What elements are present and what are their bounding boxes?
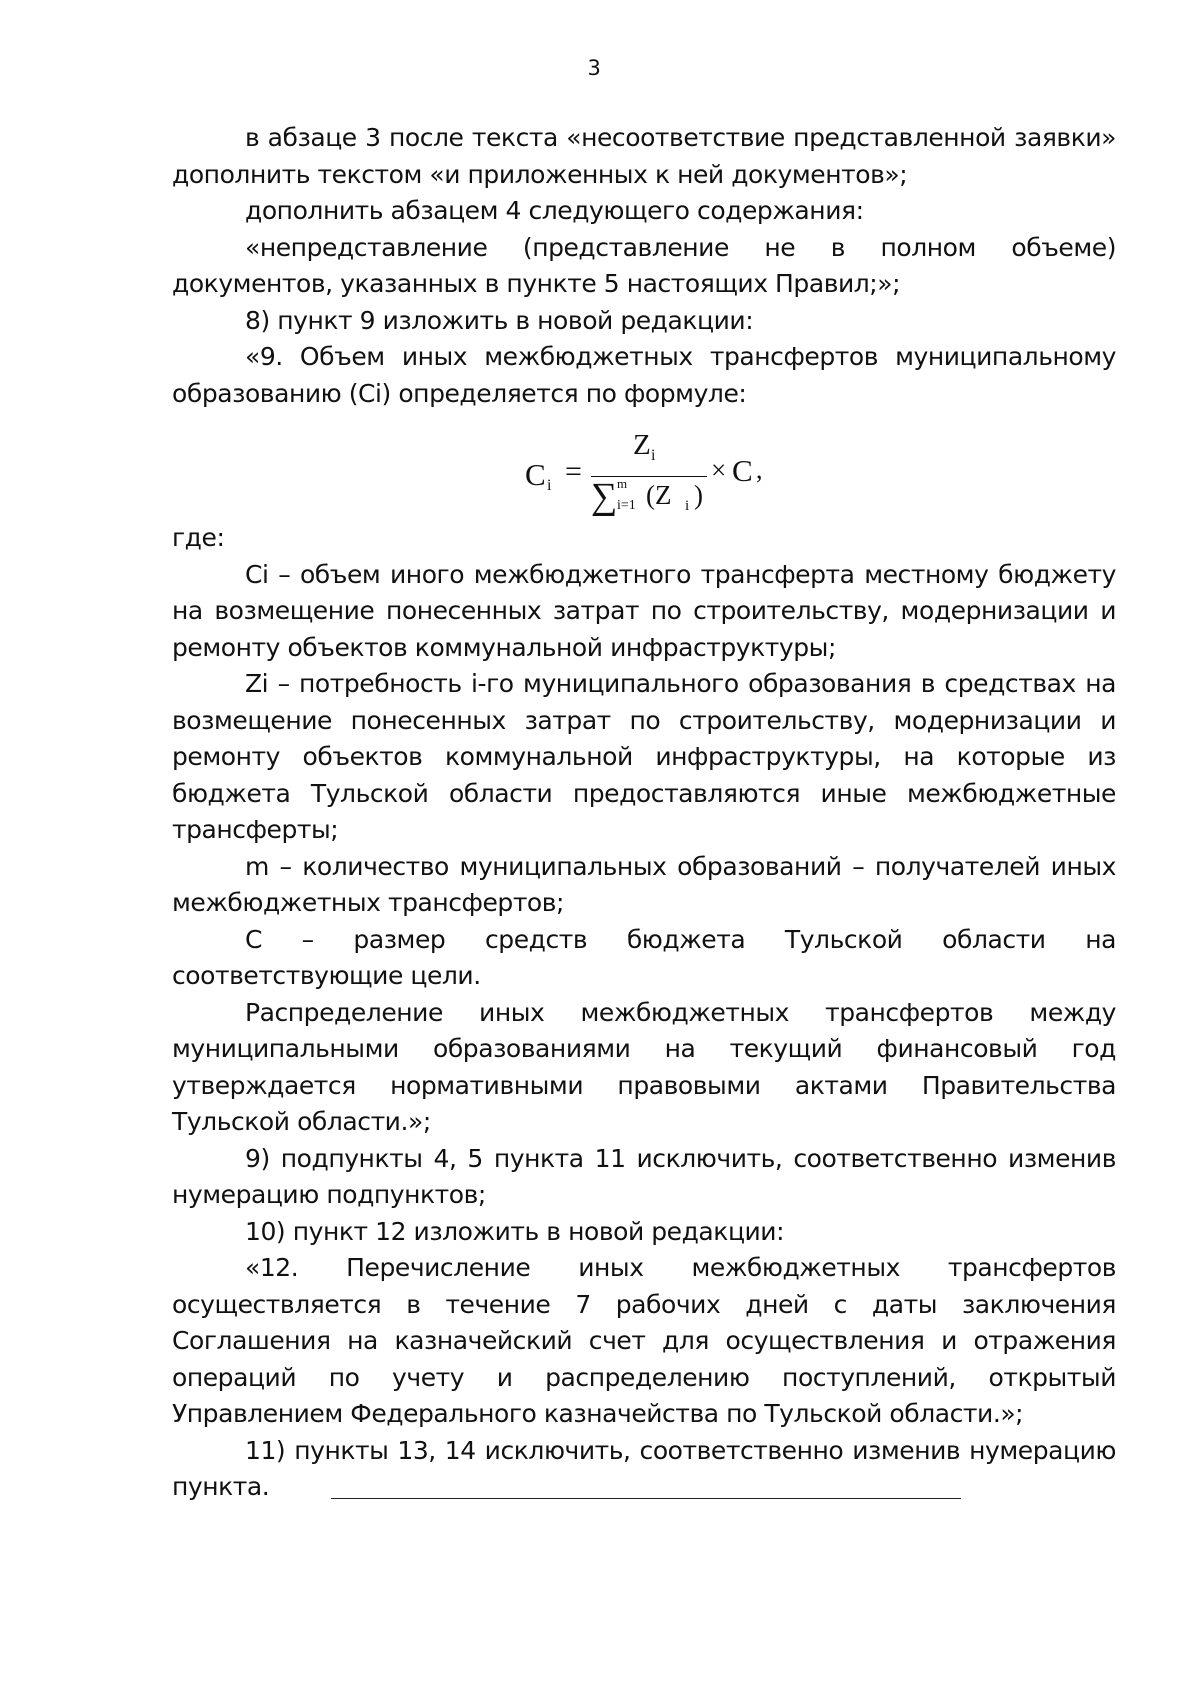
paragraph: Zi – потребность i-го муниципального образования в средствах на возмещение понесенных затрат по строительству, модернизации и ремонту объектов коммунальной инфраструктуры, на которые из бюджета Тульской области предоставляются иные межбюджетные трансферты; <box>172 669 1116 844</box>
paragraph: 9) подпункты 4, 5 пункта 11 исключить, соответственно изменив нумерацию подпунктов; <box>172 1143 1116 1209</box>
formula-lhs-subscript: i <box>547 477 552 494</box>
formula-sum-upper-limit: m <box>617 476 628 491</box>
paragraph: Распределение иных межбюджетных трансфертов между муниципальными образованиями на текущий финансовый год утверждается нормативными правовыми актами Правительства Тульской области.»; <box>172 997 1116 1136</box>
formula-rhs: C <box>732 453 753 488</box>
paragraph: где: <box>172 523 225 552</box>
formula-sum-lower-limit: i=1 <box>617 498 636 513</box>
paragraph: «9. Объем иных межбюджетных трансфертов муниципальному образованию (Ci) определяется по формуле: <box>172 342 1116 408</box>
paragraph: дополнить абзацем 4 следующего содержания: <box>245 196 864 225</box>
formula-lhs: C <box>525 457 546 492</box>
paragraph: в абзаце 3 после текста «несоответствие представленной заявки» дополнить текстом «и приложенных к ней документов»; <box>172 123 1116 189</box>
formula-equals: = <box>565 455 582 488</box>
page-number: 3 <box>587 56 601 80</box>
paragraph: Ci – объем иного межбюджетного трансферта местному бюджету на возмещение понесенных затрат по строительству, модернизации и ремонту объектов коммунальной инфраструктуры; <box>172 559 1116 662</box>
paragraph: «непредставление (представление не в полном объеме) документов, указанных в пункте 5 настоящих Правил;»; <box>172 232 1116 298</box>
paragraph: 11) пункты 13, 14 исключить, соответственно изменив нумерацию пункта. <box>172 1435 1116 1501</box>
formula-denominator: (Z <box>646 480 672 510</box>
paragraph: 8) пункт 9 изложить в новой редакции: <box>245 305 754 335</box>
paragraph: C – размер средств бюджета Тульской области на соответствующие цели. <box>172 924 1116 990</box>
formula-numerator-subscript: i <box>651 447 656 464</box>
formula-times: × <box>711 455 727 485</box>
paragraph: m – количество муниципальных образований – получателей иных межбюджетных трансфертов; <box>172 851 1116 917</box>
formula-comma: , <box>756 455 763 484</box>
paragraph: «12. Перечисление иных межбюджетных трансфертов осуществляется в течение 7 рабочих дней с даты заключения Соглашения на казначейский счет для осуществления и отражения операций по учету и распределению поступлений, открытый Управлением Федерального казначейства по Тульской области.»; <box>172 1253 1116 1428</box>
paragraph: 10) пункт 12 изложить в новой редакции: <box>245 1216 785 1246</box>
end-of-document-rule <box>331 1498 961 1499</box>
text-block-top <box>172 120 1116 412</box>
formula-sum-symbol: ∑ <box>591 476 618 517</box>
formula-denominator-subscript: i <box>685 498 690 514</box>
formula-denominator-close: ) <box>694 480 703 510</box>
text-block-bottom <box>172 520 1116 1506</box>
formula-numerator: Z <box>633 429 651 461</box>
